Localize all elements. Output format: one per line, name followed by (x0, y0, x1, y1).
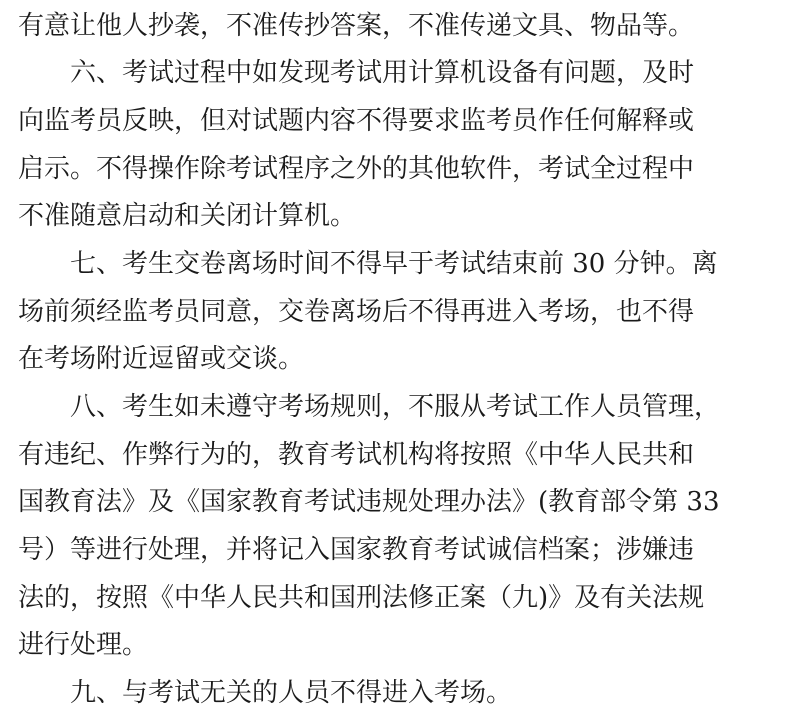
text-line: 号）等进行处理，并将记入国家教育考试诚信档案；涉嫌违 (18, 535, 695, 565)
text-line: 国教育法》及《国家教育考试违规处理办法》(教育部令第 33 (18, 487, 720, 517)
text-line: 启示。不得操作除考试程序之外的其他软件，考试全过程中 (18, 154, 695, 184)
text-line: 向监考员反映，但对试题内容不得要求监考员作任何解释或 (18, 106, 695, 136)
text-line: 法的，按照《中华人民共和国刑法修正案（九)》及有关法规 (18, 583, 705, 613)
text-line: 不准随意启动和关闭计算机。 (18, 201, 357, 231)
text-line: 场前须经监考员同意，交卷离场后不得再进入考场，也不得 (18, 297, 695, 327)
text-line-item-6-start: 六、考试过程中如发现考试用计算机设备有问题，及时 (70, 58, 695, 88)
text-line-item-7-start: 七、考生交卷离场时间不得早于考试结束前 30 分钟。离 (70, 249, 718, 279)
text-line: 进行处理。 (18, 630, 149, 660)
text-line-item-9-start: 九、与考试无关的人员不得进入考场。 (70, 678, 513, 708)
text-line-item-8-start: 八、考生如未遵守考场规则，不服从考试工作人员管理， (70, 392, 721, 422)
text-line: 在考场附近逗留或交谈。 (18, 344, 305, 374)
text-line: 有违纪、作弊行为的，教育考试机构将按照《中华人民共和 (18, 440, 695, 470)
text-line: 有意让他人抄袭，不准传抄答案，不准传递文具、物品等。 (18, 11, 695, 41)
